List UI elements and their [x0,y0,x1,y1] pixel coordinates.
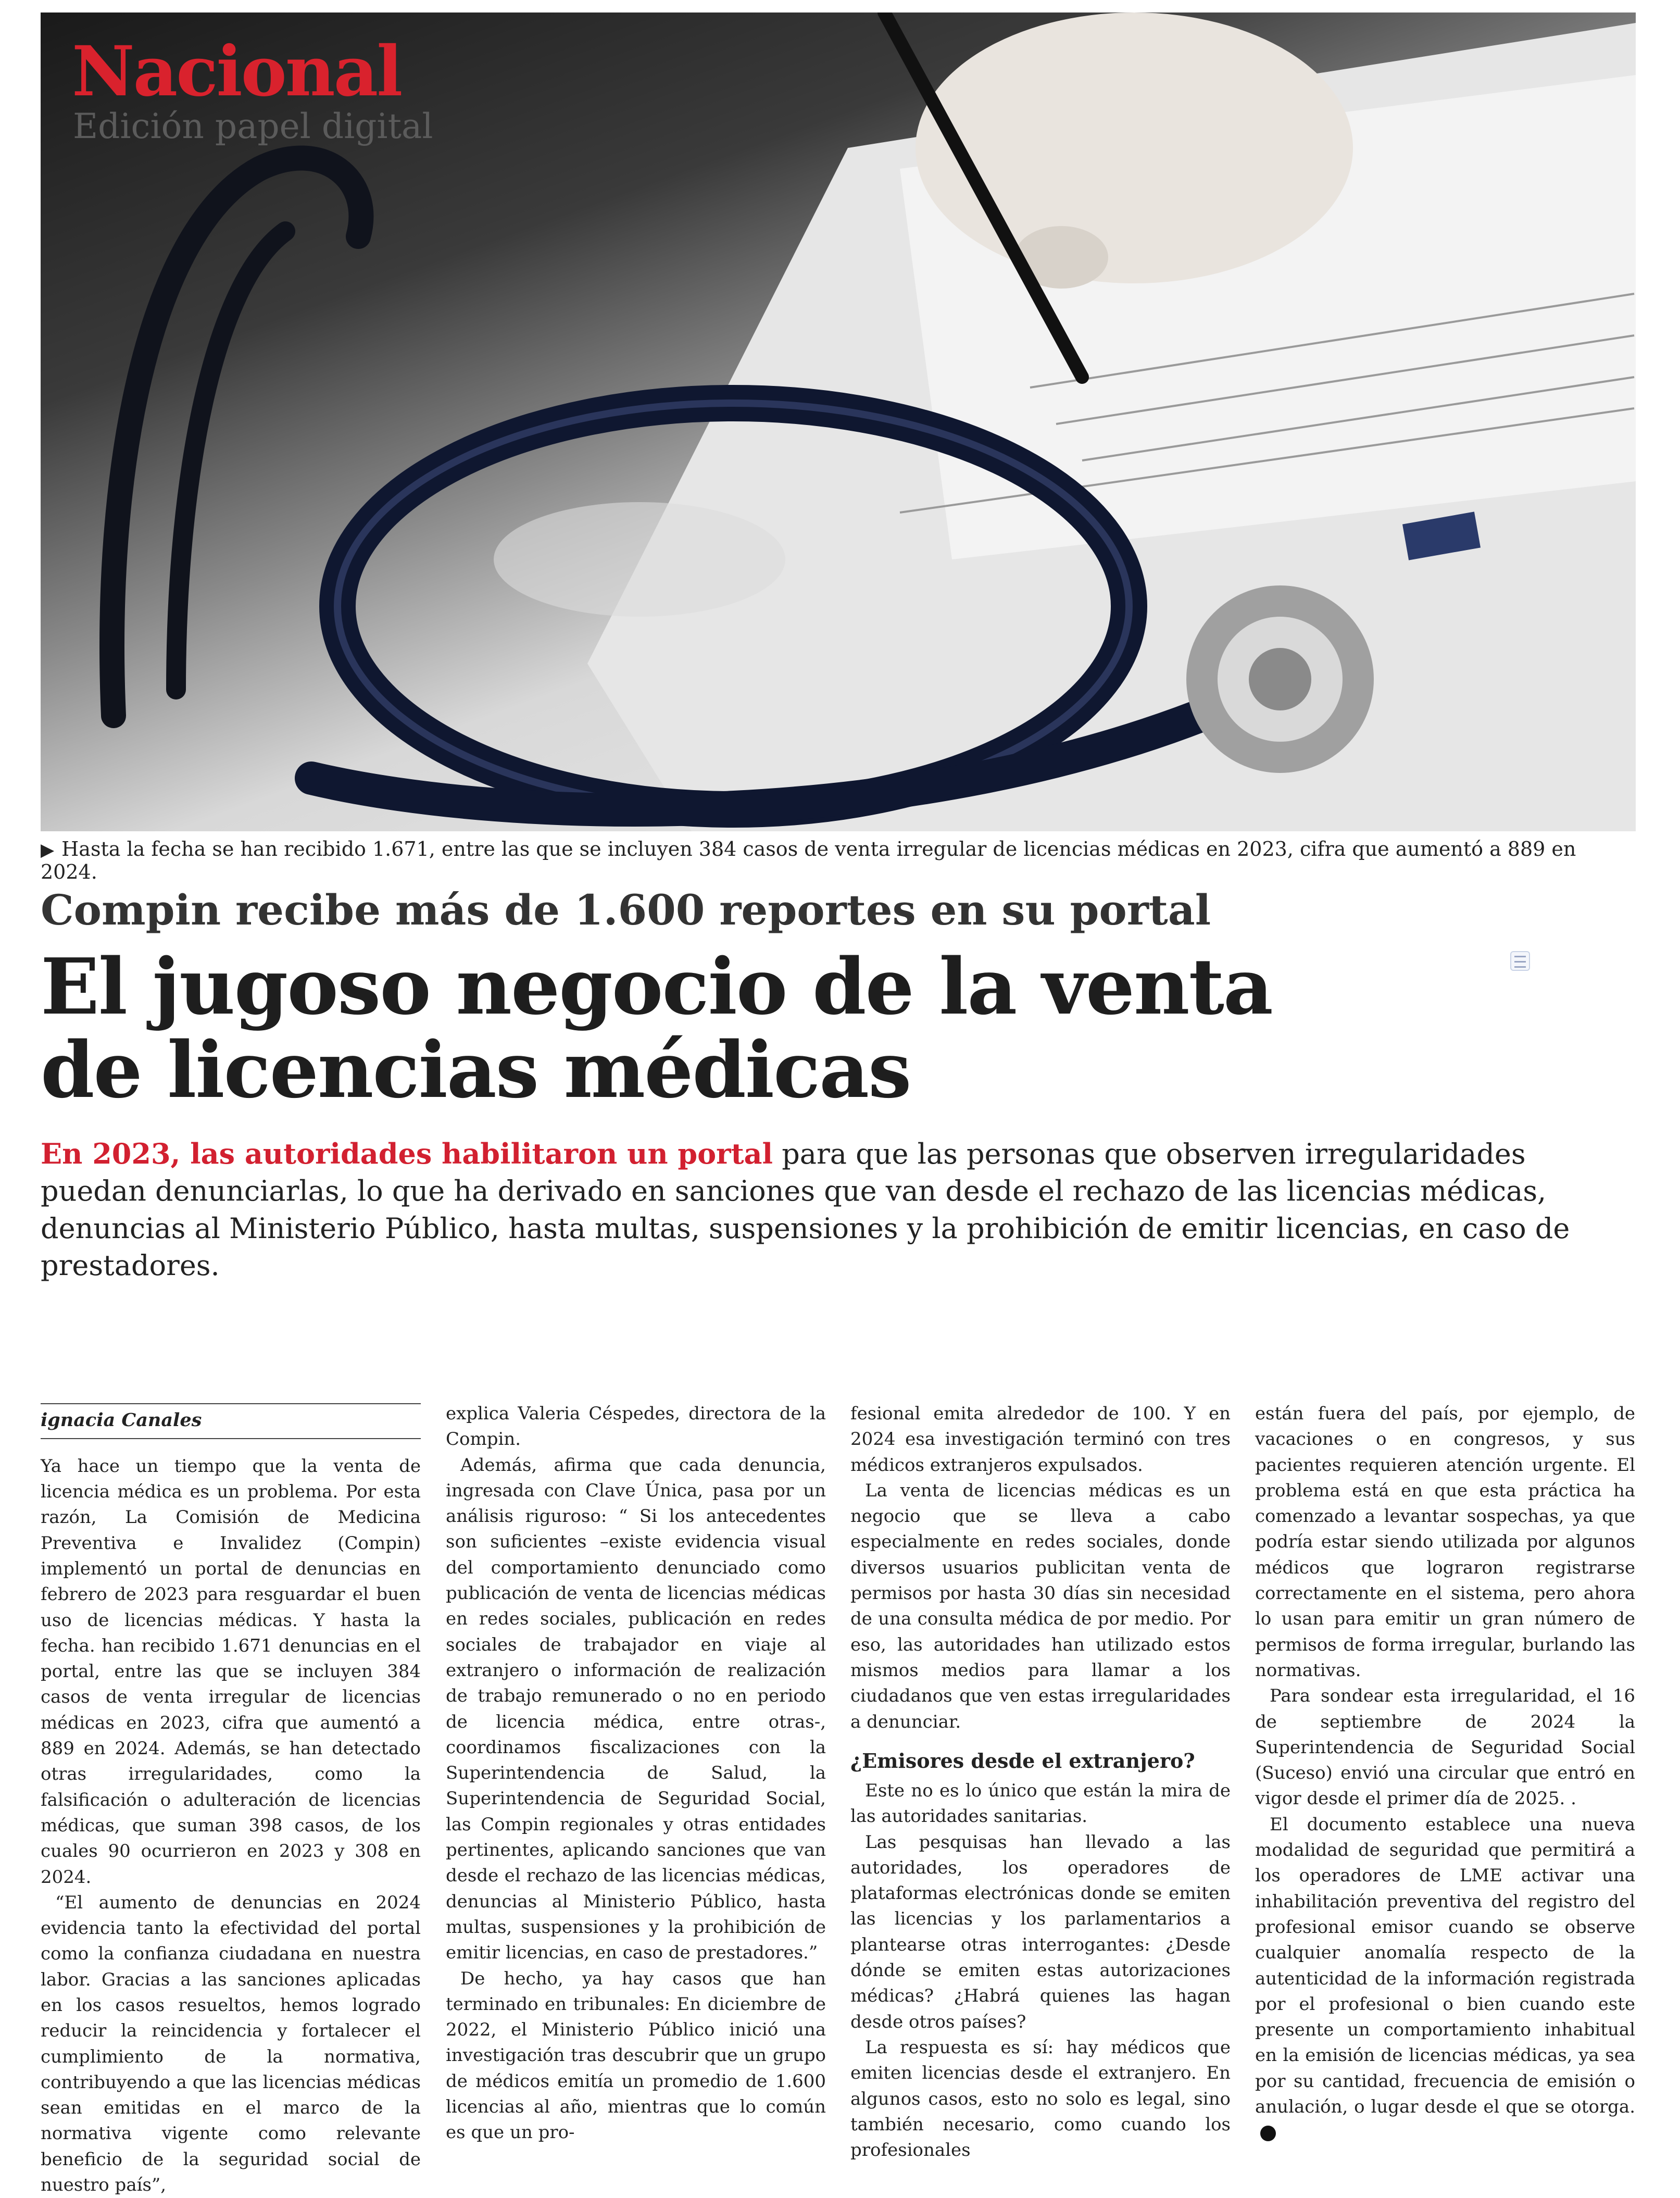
paragraph: Además, afirma que cada denuncia, ingresada con Clave Única, pasa por un análisis riguroso: “ Si los antecedentes son suficientes –existe evidencia visual del comportamiento denunciado como publicación de venta de licencias médicas en redes sociales, publicación en redes sociales de trabajador en viaje al extranjero o información de realización de trabajo remunerado o no en periodo de licencia médica, entre otras-, coordinamos fiscalizaciones con la Superintendencia de Salud, la Superintendencia de Seguridad Social, las Compin regionales y otras entidades pertinentes, aplicando sanciones que van desde el rechazo de las licencias médicas, denuncias al Ministerio Público, hasta multas, suspensiones y la prohibición de emitir licencias, en caso de prestadores.” [446,1454,826,1964]
byline: ignacia Canales [41,1403,421,1439]
column-1 [41,1401,421,2198]
paragraph: “El aumento de denuncias en 2024 evidencia tanto la efectividad del portal como la confianza ciudadana en nuestra labor. Gracias a las sanciones aplicadas en los casos resueltos, hemos logrado reducir la reincidencia y fortalecer el cumplimiento de la normativa, contribuyendo a que las licencias médicas sean emitidas en el marco de la normativa vigente como relevante beneficio de la seguridad social de nuestro país”, [41,1892,421,2196]
paragraph-last [1255,1812,1635,2146]
edition-label: Edición papel digital [73,106,433,146]
section-title: Nacional [72,31,402,112]
paragraph: Ya hace un tiempo que la venta de licencia médica es un problema. Por esta razón, La Comisión de Medicina Preventiva e Invalidez (Compin) implementó un portal de denuncias en febrero de 2023 para resguardar el buen uso de licencias médicas. Y hasta la fecha. han recibido 1.671 denuncias en el portal, entre las que se incluyen 384 casos de venta irregular de licencias médicas en 2023, cifra que aumentó a 889 en 2024. Además, se han detectado otras irregularidades, como la falsificación o adulteración de licencias médicas, que suman 398 casos, de los cuales 90 ocurrieron en 2023 y 308 en 2024. [41,1455,421,1888]
lede-text: para que las personas que observen irregularidades puedan denunciarlas, lo que ha derivado en sanciones que van desde el rechazo de las licencias médicas, denuncias al Ministerio Público, hasta multas, suspensiones y la prohibición de emitir licencias, en caso de prestadores. [41,1138,1570,1282]
column-4 [1255,1401,1635,2146]
lede-highlight: En 2023, las autoridades habilitaron un portal [41,1137,773,1170]
paragraph: fesional emita alrededor de 100. Y en 2024 esa investigación terminó con tres médicos extranjeros expulsados. [850,1403,1231,1476]
article-kicker: Compin recibe más de 1.600 reportes en su portal [41,885,1211,934]
paragraph: explica Valeria Céspedes, directora de la Compin. [446,1403,826,1450]
paragraph: Las pesquisas han llevado a las autoridades, los operadores de plataformas electrónicas donde se emiten las licencias y los parlamentarios a plantearse otras interrogantes: ¿Desde dónde se emiten estas autorizaciones médicas? ¿Habrá quienes las hagan desde otros países? [850,1831,1231,2032]
paragraph: La venta de licencias médicas es un negocio que se lleva a cabo especialmente en redes sociales, donde diversos usuarios publicitan venta de permisos por hasta 30 días sin necesidad de una consulta médica de por medio. Por eso, las autoridades han utilizado estos mismos medios para llamar a los ciudadanos que ven estas irregularidades a denunciar. [850,1480,1231,1732]
photo-caption-text: Hasta la fecha se han recibido 1.671, entre las que se incluyen 384 casos de venta irregular de licencias médicas en 2023, cifra que aumentó a 889 en 2024. [41,838,1576,883]
article-body [41,1401,1636,2196]
note-icon[interactable] [1510,951,1530,971]
paragraph: Este no es lo único que están la mira de las autoridades sanitarias. [850,1780,1231,1827]
paragraph: De hecho, ya hay casos que han terminado en tribunales: En diciembre de 2022, el Ministerio Público inició una investigación tras descubrir que un grupo de médicos emitía un promedio de 1.600 licencias al año, mientras que lo común es que un pro- [446,1968,826,2143]
photo-caption [41,838,1636,883]
paragraph: están fuera del país, por ejemplo, de vacaciones o en congresos, y sus pacientes requieren atención urgente. El problema está en que esta práctica ha comenzado a levantar sospechas, ya que podría estar siendo utilizada por algunos médicos que lograron registrarse correctamente en el sistema, pero ahora lo usan para emitir un gran número de permisos de forma irregular, burlando las normativas. [1255,1403,1635,1681]
column-3 [850,1401,1231,2163]
section-subhead: ¿Emisores desde el extranjero? [850,1749,1195,1772]
paragraph: La respuesta es sí: hay médicos que emiten licencias desde el extranjero. En algunos casos, esto no solo es legal, sino también necesario, como cuando los profesionales [850,2037,1231,2161]
paragraph: Para sondear esta irregularidad, el 16 de septiembre de 2024 la Superintendencia de Seguridad Social (Suceso) envió una circular que entró en vigor desde el primer día de 2025. . [1255,1685,1635,1809]
article-headline: El jugoso negocio de la venta de licencias médicas [41,941,1272,1115]
end-mark-icon [1260,2126,1276,2141]
paragraph-text: El documento establece una nueva modalidad de seguridad que permitirá a los operadores de LME activar una inhabilitación preventiva del registro del profesional emisor cuando se observe cualquier anomalía respecto de la autenticidad de la información registrada por el profesional o bien cuando este presente un comportamiento inhabitual en la emisión de licencias médicas, ya sea por su cantidad, frecuencia de emisión o anulación, o lugar desde el que se otorga. [1255,1814,1635,2118]
hero-photo [41,13,1636,831]
column-2 [446,1401,826,2146]
article-lede [41,1135,1636,1284]
triangle-right-icon: ▶ [41,840,55,860]
